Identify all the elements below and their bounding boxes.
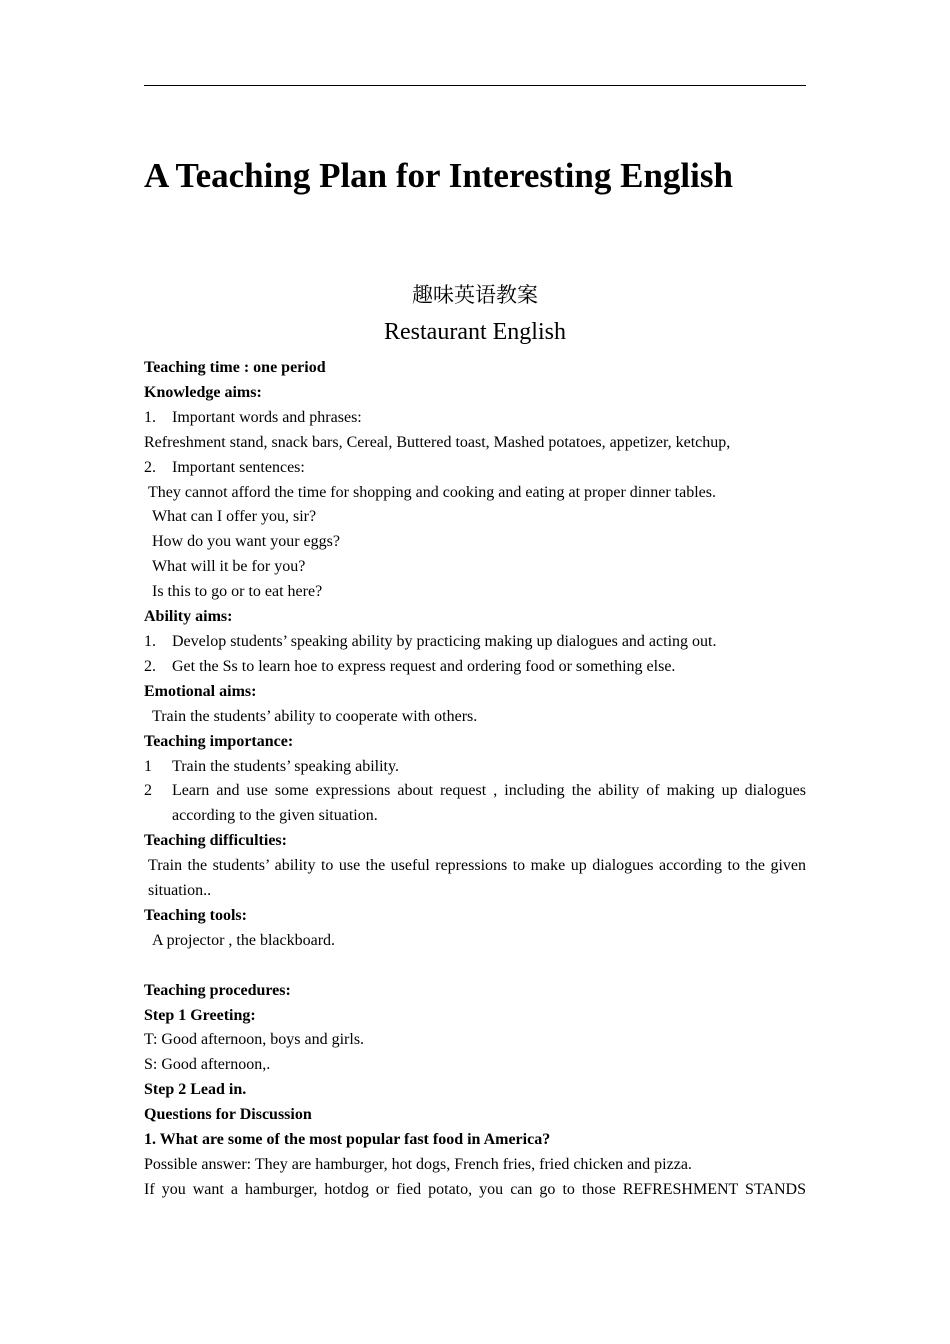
step-1-heading: Step 1 Greeting:	[144, 1006, 256, 1024]
emotional-aims-heading: Emotional aims:	[144, 682, 257, 700]
list-text: Train the students’ speaking ability.	[172, 757, 399, 775]
teaching-difficulties-text: Train the students’ ability to use the useful repressions to make up dialogues according to the given situation..	[148, 857, 806, 900]
list-text: Get the Ss to learn hoe to express request and ordering food or something else.	[172, 657, 676, 675]
subtitle-chinese: 趣味英语教案	[412, 283, 538, 307]
list-text-continued: according to the given situation.	[172, 807, 378, 825]
sentence-item: Is this to go or to eat here?	[152, 583, 323, 601]
list-text: Important sentences:	[172, 458, 305, 476]
knowledge-item-1	[144, 406, 806, 431]
list-text: Learn and use some expressions about request , including the ability of making up dialogues	[172, 782, 806, 800]
step-2-heading: Step 2 Lead in.	[144, 1081, 247, 1099]
sentence-item: How do you want your eggs?	[152, 533, 340, 551]
teaching-tools-heading: Teaching tools:	[144, 906, 247, 924]
dialogue-teacher: T: Good afternoon, boys and girls.	[144, 1031, 365, 1049]
importance-item-1	[144, 755, 806, 780]
teaching-tools-text: A projector , the blackboard.	[152, 931, 336, 949]
answer-continued: If you want a hamburger, hotdog or fied potato, you can go to those REFRESHMENT STANDS	[144, 1180, 806, 1198]
list-number: 2.	[144, 657, 156, 675]
document-title: A Teaching Plan for Interesting English	[144, 156, 733, 195]
list-number: 2.	[144, 458, 156, 476]
questions-heading: Questions for Discussion	[144, 1106, 312, 1124]
ability-item-1	[144, 630, 806, 655]
emotional-aims-text: Train the students’ ability to cooperate with others.	[152, 707, 478, 725]
list-number: 1.	[144, 408, 156, 426]
importance-item-2	[144, 779, 806, 829]
knowledge-item-2	[144, 456, 806, 481]
sentence-item: They cannot afford the time for shopping and cooking and eating at proper dinner tables.	[148, 483, 716, 501]
list-number: 1.	[144, 632, 156, 650]
header-rule	[144, 85, 806, 86]
teaching-procedures-heading: Teaching procedures:	[144, 981, 291, 999]
list-text: Important words and phrases:	[172, 408, 362, 426]
blank-line	[144, 954, 806, 979]
teaching-difficulties-heading: Teaching difficulties:	[144, 832, 287, 850]
list-text: Develop students’ speaking ability by practicing making up dialogues and acting out.	[172, 632, 717, 650]
dialogue-student: S: Good afternoon,.	[144, 1056, 271, 1074]
knowledge-aims-heading: Knowledge aims:	[144, 383, 262, 401]
sentence-item: What will it be for you?	[152, 558, 306, 576]
ability-aims-heading: Ability aims:	[144, 608, 233, 626]
list-number: 1	[144, 757, 152, 775]
subtitle-english: Restaurant English	[384, 319, 566, 345]
vocabulary-list: Refreshment stand, snack bars, Cereal, Buttered toast, Mashed potatoes, appetizer, ketchup,	[144, 433, 731, 451]
list-number: 2	[144, 782, 152, 800]
question-1: 1. What are some of the most popular fast food in America?	[144, 1131, 551, 1149]
possible-answer: Possible answer: They are hamburger, hot dogs, French fries, fried chicken and pizza.	[144, 1155, 692, 1173]
sentence-item: What can I offer you, sir?	[152, 508, 317, 526]
teaching-importance-heading: Teaching importance:	[144, 732, 294, 750]
document-body	[144, 356, 806, 1203]
ability-item-2	[144, 655, 806, 680]
teaching-time: Teaching time : one period	[144, 359, 326, 376]
